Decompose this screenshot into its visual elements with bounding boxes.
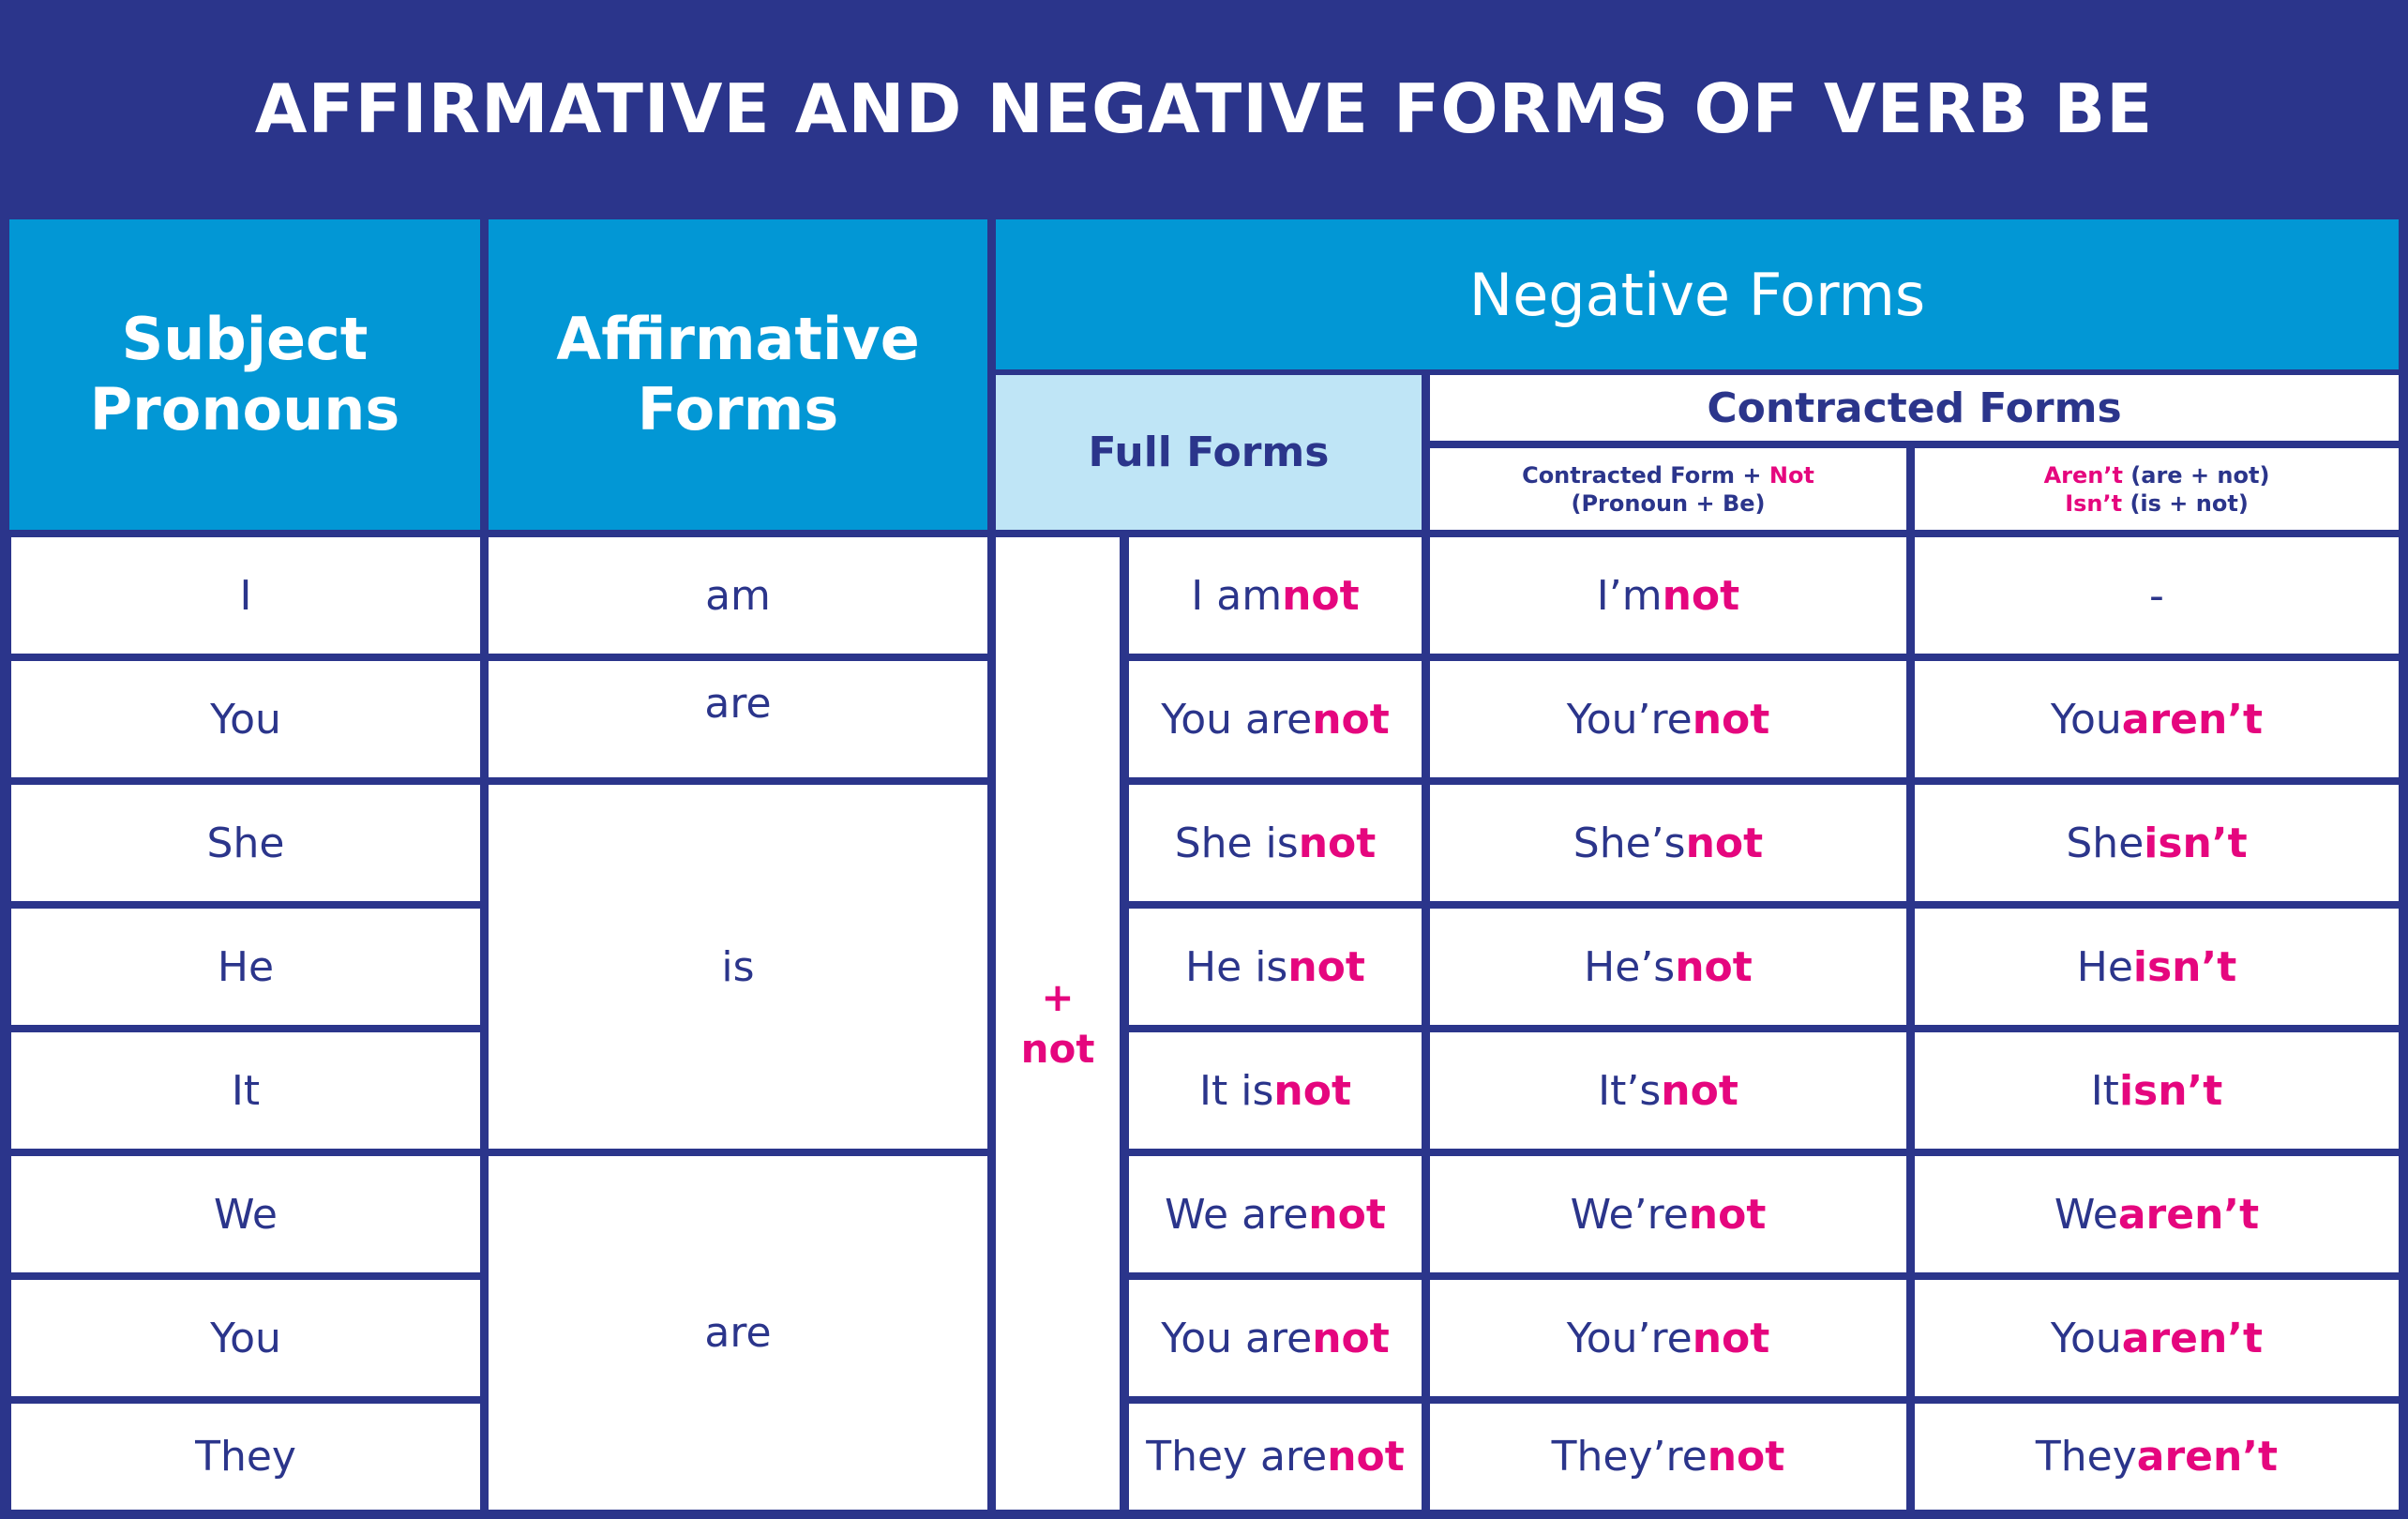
contracted-form-text: She’s — [1573, 819, 1686, 867]
full-form-not: not — [1308, 1190, 1386, 1239]
full-form-cell — [1129, 785, 1422, 901]
short-negative-verb: aren’t — [2117, 1190, 2260, 1239]
short-negative-cell — [1915, 1280, 2399, 1396]
full-form-text: She is — [1174, 819, 1299, 867]
contracted-col1-label: Contracted Form + — [1522, 461, 1769, 489]
short-negative-text: We — [2054, 1190, 2118, 1239]
full-form-not: not — [1298, 819, 1377, 867]
contracted-col2-header-line2 — [2065, 489, 2249, 518]
contracted-form-not: not — [1685, 819, 1764, 867]
contracted-form-cell — [1430, 785, 1906, 901]
short-negative-verb: aren’t — [2136, 1433, 2279, 1481]
affirmative-cell: are — [489, 661, 987, 777]
contracted-form-not: not — [1707, 1433, 1785, 1481]
contracted-form-text: You’re — [1566, 1314, 1693, 1362]
contracted-form-text: They’re — [1551, 1433, 1708, 1481]
contracted-form-cell — [1430, 661, 1906, 777]
contracted-col2-isnt-gloss: (is + not) — [2122, 489, 2249, 517]
full-form-not: not — [1282, 571, 1360, 620]
short-negative-text: You — [2050, 1314, 2122, 1362]
full-form-cell — [1129, 909, 1422, 1025]
affirmative-cell: am — [489, 537, 987, 654]
subject-cell: You — [11, 661, 480, 777]
full-form-not: not — [1327, 1433, 1405, 1481]
contracted-col2-arent: Aren’t — [2043, 461, 2123, 489]
page-title: AFFIRMATIVE AND NEGATIVE FORMS OF VERB BE — [254, 69, 2154, 148]
contracted-form-cell — [1430, 1032, 1906, 1149]
full-form-text: They are — [1146, 1433, 1328, 1481]
affirmative-forms-header — [489, 219, 987, 530]
subject-cell: I — [11, 537, 480, 654]
contracted-form-cell — [1430, 1280, 1906, 1396]
full-form-not: not — [1273, 1066, 1351, 1115]
subject-cell: We — [11, 1156, 480, 1272]
contracted-col1-not: Not — [1768, 461, 1814, 489]
short-negative-cell — [1915, 1404, 2399, 1510]
short-negative-cell — [1915, 661, 2399, 777]
subject-cell: They — [11, 1404, 480, 1510]
full-form-cell — [1129, 1156, 1422, 1272]
full-form-cell — [1129, 1280, 1422, 1396]
contracted-form-not: not — [1688, 1190, 1767, 1239]
affirmative-header-line1: Affirmative — [556, 305, 920, 374]
plus-not-cell — [996, 537, 1120, 1510]
full-form-text: You are — [1161, 695, 1313, 744]
full-form-cell — [1129, 537, 1422, 654]
short-negative-cell — [1915, 785, 2399, 901]
contracted-form-not: not — [1692, 695, 1770, 744]
full-form-not: not — [1312, 695, 1390, 744]
affirmative-cell: are — [489, 1156, 987, 1510]
contracted-col1-header-line2: (Pronoun + Be) — [1571, 489, 1766, 517]
contracted-form-cell — [1430, 1156, 1906, 1272]
short-negative-verb: aren’t — [2121, 1314, 2264, 1362]
contracted-form-cell — [1430, 1404, 1906, 1510]
contracted-form-cell — [1430, 909, 1906, 1025]
short-negative-cell — [1915, 1156, 2399, 1272]
short-negative-text: You — [2050, 695, 2122, 744]
contracted-form-text: You’re — [1566, 695, 1693, 744]
short-negative-text: - — [2149, 571, 2164, 620]
full-form-cell — [1129, 1032, 1422, 1149]
subject-cell: You — [11, 1280, 480, 1396]
subject-cell: He — [11, 909, 480, 1025]
contracted-form-cell — [1430, 537, 1906, 654]
full-form-text: It is — [1199, 1066, 1274, 1115]
short-negative-text: She — [2066, 819, 2145, 867]
contracted-form-text: It’s — [1598, 1066, 1662, 1115]
short-negative-verb: isn’t — [2132, 942, 2237, 991]
contracted-col2-isnt: Isn’t — [2065, 489, 2123, 517]
contracted-form-text: I’m — [1596, 571, 1663, 620]
short-negative-cell — [1915, 1032, 2399, 1149]
contracted-form-not: not — [1692, 1314, 1770, 1362]
short-negative-text: They — [2035, 1433, 2137, 1481]
contracted-forms-header: Contracted Forms — [1430, 375, 2399, 441]
affirmative-header-line2: Forms — [637, 374, 839, 444]
plus-sign: + — [1041, 973, 1075, 1020]
full-form-cell — [1129, 1404, 1422, 1510]
contracted-col1-header — [1430, 448, 1906, 530]
subject-header-line1: Subject — [121, 305, 369, 374]
contracted-col1-header-line1 — [1522, 461, 1814, 489]
short-negative-text: It — [2090, 1066, 2119, 1115]
short-negative-verb: isn’t — [2118, 1066, 2223, 1115]
not-label: not — [1020, 1025, 1095, 1072]
subject-cell: She — [11, 785, 480, 901]
full-form-text: You are — [1161, 1314, 1313, 1362]
contracted-form-text: He’s — [1584, 942, 1676, 991]
full-form-text: He is — [1185, 942, 1288, 991]
short-negative-cell — [1915, 537, 2399, 654]
contracted-form-not: not — [1662, 571, 1740, 620]
full-form-text: I am — [1191, 571, 1283, 620]
full-form-not: not — [1312, 1314, 1390, 1362]
short-negative-verb: isn’t — [2144, 819, 2248, 867]
full-form-cell — [1129, 661, 1422, 777]
contracted-col2-header — [1915, 448, 2399, 530]
subject-cell: It — [11, 1032, 480, 1149]
contracted-col2-arent-gloss: (are + not) — [2122, 461, 2270, 489]
affirmative-cell: is — [489, 785, 987, 1149]
short-negative-cell — [1915, 909, 2399, 1025]
negative-forms-header: Negative Forms — [996, 219, 2399, 369]
contracted-form-not: not — [1661, 1066, 1738, 1115]
contracted-form-not: not — [1675, 942, 1753, 991]
short-negative-verb: aren’t — [2121, 695, 2264, 744]
contracted-form-text: We’re — [1570, 1190, 1689, 1239]
full-forms-header: Full Forms — [996, 375, 1422, 530]
subject-pronouns-header — [9, 219, 480, 530]
subject-header-line2: Pronouns — [89, 374, 400, 444]
contracted-col2-header-line1 — [2044, 461, 2270, 489]
full-form-text: We are — [1165, 1190, 1309, 1239]
short-negative-text: He — [2076, 942, 2133, 991]
full-form-not: not — [1287, 942, 1365, 991]
